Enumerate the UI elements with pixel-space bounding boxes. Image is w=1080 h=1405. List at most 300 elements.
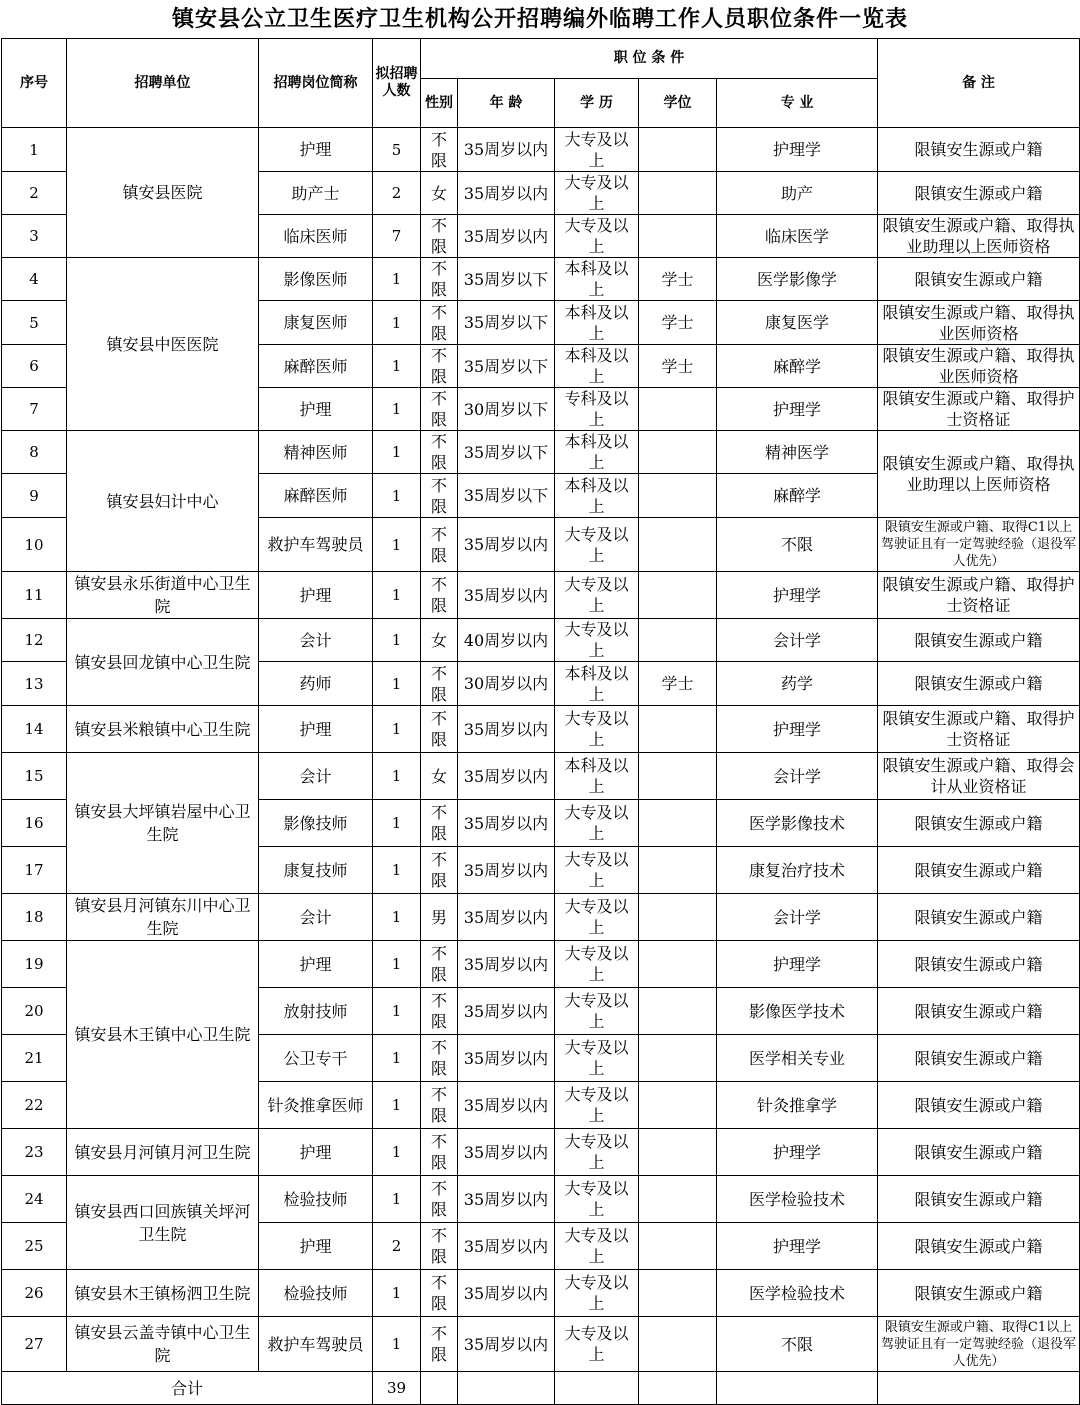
row-gender bbox=[421, 1082, 458, 1129]
row-education-text: 本科及以上 bbox=[564, 663, 629, 704]
row-seq: 20 bbox=[2, 988, 67, 1035]
row-gender bbox=[421, 941, 458, 988]
row-age: 35周岁以下 bbox=[458, 301, 555, 345]
row-remark: 限镇安生源或户籍 bbox=[878, 1082, 1080, 1129]
row-major: 麻醉学 bbox=[717, 474, 878, 518]
row-seq: 5 bbox=[2, 301, 67, 345]
row-seq: 16 bbox=[2, 800, 67, 847]
row-post: 检验技师 bbox=[259, 1176, 373, 1223]
row-degree bbox=[639, 619, 717, 662]
header-seq: 序号 bbox=[2, 39, 67, 128]
row-post: 影像医师 bbox=[259, 258, 373, 301]
row-remark: 限镇安生源或户籍 bbox=[878, 1223, 1080, 1270]
row-post: 护理 bbox=[259, 941, 373, 988]
row-seq: 15 bbox=[2, 753, 67, 800]
header-unit: 招聘单位 bbox=[67, 39, 259, 128]
row-age: 35周岁以内 bbox=[458, 1176, 555, 1223]
row-count: 1 bbox=[373, 1035, 421, 1082]
row-count: 1 bbox=[373, 572, 421, 619]
row-count: 1 bbox=[373, 388, 421, 431]
row-gender bbox=[421, 345, 458, 388]
row-age: 35周岁以内 bbox=[458, 941, 555, 988]
row-seq: 27 bbox=[2, 1317, 67, 1372]
row-education-text: 大专及以上 bbox=[564, 620, 629, 660]
table-row bbox=[2, 258, 1080, 301]
table-row bbox=[2, 1129, 1080, 1176]
row-gender-text: 不限 bbox=[430, 524, 447, 565]
unit-name: 镇安县西口回族镇关坪河卫生院 bbox=[67, 1176, 259, 1270]
row-count: 1 bbox=[373, 301, 421, 345]
row-education bbox=[555, 1035, 639, 1082]
row-gender bbox=[421, 172, 458, 215]
row-degree bbox=[639, 1082, 717, 1129]
row-post: 救护车驾驶员 bbox=[259, 1317, 373, 1372]
row-gender-text: 不限 bbox=[430, 129, 447, 170]
row-count: 1 bbox=[373, 847, 421, 894]
row-major: 护理学 bbox=[717, 706, 878, 753]
row-education-text: 大专及以上 bbox=[564, 991, 629, 1031]
row-gender-text: 不限 bbox=[430, 850, 447, 890]
row-post: 检验技师 bbox=[259, 1270, 373, 1317]
row-education bbox=[555, 847, 639, 894]
row-age: 30周岁以内 bbox=[458, 662, 555, 706]
row-gender bbox=[421, 1223, 458, 1270]
header-major: 专 业 bbox=[717, 79, 878, 128]
row-gender-text: 不限 bbox=[430, 663, 447, 704]
row-gender-text: 不限 bbox=[430, 1038, 447, 1078]
row-degree bbox=[639, 215, 717, 258]
row-major: 康复治疗技术 bbox=[717, 847, 878, 894]
row-education bbox=[555, 706, 639, 753]
row-seq: 25 bbox=[2, 1223, 67, 1270]
row-degree: 学士 bbox=[639, 662, 717, 706]
row-count: 1 bbox=[373, 258, 421, 301]
table-row bbox=[2, 941, 1080, 988]
row-remark: 限镇安生源或户籍、取得会计从业资格证 bbox=[878, 753, 1080, 800]
row-education-text: 本科及以上 bbox=[564, 475, 629, 516]
row-remark: 限镇安生源或户籍 bbox=[878, 847, 1080, 894]
row-major: 麻醉学 bbox=[717, 345, 878, 388]
row-education bbox=[555, 345, 639, 388]
row-degree bbox=[639, 894, 717, 941]
row-gender bbox=[421, 258, 458, 301]
row-gender bbox=[421, 572, 458, 619]
row-major: 护理学 bbox=[717, 388, 878, 431]
total-empty bbox=[878, 1372, 1080, 1405]
row-remark: 限镇安生源或户籍 bbox=[878, 619, 1080, 662]
row-degree bbox=[639, 1176, 717, 1223]
row-gender bbox=[421, 301, 458, 345]
row-education-text: 本科及以上 bbox=[564, 346, 629, 386]
row-major: 针灸推拿学 bbox=[717, 1082, 878, 1129]
header-age: 年 龄 bbox=[458, 79, 555, 128]
row-gender-text: 不限 bbox=[430, 1226, 447, 1266]
row-education-text: 大专及以上 bbox=[564, 575, 629, 615]
row-age: 35周岁以内 bbox=[458, 128, 555, 172]
row-gender-text: 女 bbox=[430, 766, 447, 786]
row-remark: 限镇安生源或户籍、取得护士资格证 bbox=[878, 572, 1080, 619]
row-count: 1 bbox=[373, 988, 421, 1035]
total-label: 合计 bbox=[2, 1372, 373, 1405]
row-education bbox=[555, 1129, 639, 1176]
header-remark: 备 注 bbox=[878, 39, 1080, 128]
row-major: 会计学 bbox=[717, 753, 878, 800]
row-education bbox=[555, 800, 639, 847]
row-seq: 19 bbox=[2, 941, 67, 988]
row-count: 1 bbox=[373, 1317, 421, 1372]
table-row bbox=[2, 894, 1080, 941]
row-education bbox=[555, 172, 639, 215]
row-remark: 限镇安生源或户籍、取得执业医师资格 bbox=[878, 345, 1080, 388]
row-post: 药师 bbox=[259, 662, 373, 706]
row-age: 35周岁以内 bbox=[458, 1082, 555, 1129]
row-degree bbox=[639, 988, 717, 1035]
row-post: 护理 bbox=[259, 128, 373, 172]
row-education bbox=[555, 941, 639, 988]
row-remark: 限镇安生源或户籍 bbox=[878, 1129, 1080, 1176]
row-major: 医学检验技术 bbox=[717, 1270, 878, 1317]
row-gender bbox=[421, 1176, 458, 1223]
row-gender bbox=[421, 988, 458, 1035]
row-education bbox=[555, 572, 639, 619]
row-major: 药学 bbox=[717, 662, 878, 706]
row-remark: 限镇安生源或户籍 bbox=[878, 258, 1080, 301]
row-gender bbox=[421, 1035, 458, 1082]
row-degree: 学士 bbox=[639, 301, 717, 345]
table-row bbox=[2, 1176, 1080, 1223]
row-age: 35周岁以内 bbox=[458, 1035, 555, 1082]
row-remark: 限镇安生源或户籍 bbox=[878, 1035, 1080, 1082]
row-seq: 10 bbox=[2, 518, 67, 572]
row-remark: 限镇安生源或户籍、取得护士资格证 bbox=[878, 706, 1080, 753]
row-gender bbox=[421, 215, 458, 258]
row-age: 35周岁以内 bbox=[458, 706, 555, 753]
row-degree bbox=[639, 388, 717, 431]
row-remark: 限镇安生源或户籍 bbox=[878, 988, 1080, 1035]
row-age: 35周岁以内 bbox=[458, 800, 555, 847]
table-row bbox=[2, 753, 1080, 800]
row-age: 30周岁以下 bbox=[458, 388, 555, 431]
row-degree bbox=[639, 753, 717, 800]
row-gender bbox=[421, 706, 458, 753]
row-seq: 18 bbox=[2, 894, 67, 941]
row-age: 35周岁以内 bbox=[458, 518, 555, 572]
row-seq: 8 bbox=[2, 431, 67, 474]
row-count: 1 bbox=[373, 431, 421, 474]
row-education-text: 大专及以上 bbox=[564, 216, 629, 256]
row-degree bbox=[639, 941, 717, 988]
row-count: 1 bbox=[373, 1270, 421, 1317]
unit-name: 镇安县大坪镇岩屋中心卫生院 bbox=[67, 753, 259, 894]
row-education bbox=[555, 431, 639, 474]
row-age: 35周岁以内 bbox=[458, 1129, 555, 1176]
row-major: 助产 bbox=[717, 172, 878, 215]
row-seq: 4 bbox=[2, 258, 67, 301]
row-remark: 限镇安生源或户籍 bbox=[878, 941, 1080, 988]
row-gender-text: 女 bbox=[430, 630, 447, 650]
row-degree bbox=[639, 128, 717, 172]
row-major: 不限 bbox=[717, 1317, 878, 1372]
row-seq: 9 bbox=[2, 474, 67, 518]
row-age: 35周岁以下 bbox=[458, 345, 555, 388]
row-degree bbox=[639, 572, 717, 619]
row-education-text: 本科及以上 bbox=[564, 756, 629, 796]
row-gender bbox=[421, 753, 458, 800]
header-degree: 学位 bbox=[639, 79, 717, 128]
row-degree bbox=[639, 1035, 717, 1082]
row-count: 2 bbox=[373, 172, 421, 215]
row-age: 35周岁以内 bbox=[458, 572, 555, 619]
row-education-text: 大专及以上 bbox=[564, 1273, 629, 1313]
row-post: 会计 bbox=[259, 619, 373, 662]
row-gender bbox=[421, 800, 458, 847]
row-post: 康复医师 bbox=[259, 301, 373, 345]
row-major: 会计学 bbox=[717, 894, 878, 941]
row-degree bbox=[639, 431, 717, 474]
row-gender bbox=[421, 1129, 458, 1176]
table-row bbox=[2, 619, 1080, 662]
row-gender-text: 不限 bbox=[430, 1179, 447, 1219]
row-education-text: 大专及以上 bbox=[564, 524, 629, 565]
row-education-text: 大专及以上 bbox=[564, 1226, 629, 1266]
unit-name: 镇安县回龙镇中心卫生院 bbox=[67, 619, 259, 706]
total-empty bbox=[555, 1372, 639, 1405]
row-degree bbox=[639, 474, 717, 518]
row-gender-text: 女 bbox=[430, 183, 447, 203]
row-education bbox=[555, 258, 639, 301]
row-seq: 23 bbox=[2, 1129, 67, 1176]
row-remark: 限镇安生源或户籍 bbox=[878, 662, 1080, 706]
row-gender bbox=[421, 474, 458, 518]
row-seq: 12 bbox=[2, 619, 67, 662]
row-post: 护理 bbox=[259, 1129, 373, 1176]
row-age: 35周岁以内 bbox=[458, 172, 555, 215]
row-gender-text: 男 bbox=[430, 907, 447, 927]
row-count: 1 bbox=[373, 662, 421, 706]
row-education bbox=[555, 988, 639, 1035]
total-count: 39 bbox=[373, 1372, 421, 1405]
row-post: 放射技师 bbox=[259, 988, 373, 1035]
table-row bbox=[2, 128, 1080, 172]
row-degree bbox=[639, 1270, 717, 1317]
row-major: 护理学 bbox=[717, 941, 878, 988]
row-major: 护理学 bbox=[717, 572, 878, 619]
row-post: 护理 bbox=[259, 388, 373, 431]
row-degree bbox=[639, 1317, 717, 1372]
row-education-text: 大专及以上 bbox=[564, 709, 629, 749]
row-degree bbox=[639, 847, 717, 894]
row-education-text: 大专及以上 bbox=[564, 1132, 629, 1172]
row-gender-text: 不限 bbox=[430, 1132, 447, 1172]
row-seq: 13 bbox=[2, 662, 67, 706]
row-count: 1 bbox=[373, 1082, 421, 1129]
row-count: 1 bbox=[373, 619, 421, 662]
header-conditions: 职 位 条 件 bbox=[421, 39, 878, 79]
row-post: 救护车驾驶员 bbox=[259, 518, 373, 572]
page-title: 镇安县公立卫生医疗卫生机构公开招聘编外临聘工作人员职位条件一览表 bbox=[171, 7, 908, 32]
row-gender bbox=[421, 431, 458, 474]
table-row bbox=[2, 431, 1080, 474]
row-count: 1 bbox=[373, 518, 421, 572]
row-age: 35周岁以内 bbox=[458, 1223, 555, 1270]
row-seq: 2 bbox=[2, 172, 67, 215]
row-post: 护理 bbox=[259, 572, 373, 619]
row-degree bbox=[639, 518, 717, 572]
row-education-text: 本科及以上 bbox=[564, 432, 629, 472]
row-gender bbox=[421, 1270, 458, 1317]
table-row bbox=[2, 1270, 1080, 1317]
row-seq: 1 bbox=[2, 128, 67, 172]
row-major: 医学检验技术 bbox=[717, 1176, 878, 1223]
row-remark: 限镇安生源或户籍 bbox=[878, 800, 1080, 847]
unit-name: 镇安县月河镇月河卫生院 bbox=[67, 1129, 259, 1176]
row-seq: 26 bbox=[2, 1270, 67, 1317]
unit-name: 镇安县中医医院 bbox=[67, 258, 259, 431]
row-seq: 6 bbox=[2, 345, 67, 388]
row-education-text: 大专及以上 bbox=[564, 897, 629, 937]
row-education-text: 大专及以上 bbox=[564, 1179, 629, 1219]
row-major: 临床医学 bbox=[717, 215, 878, 258]
total-empty bbox=[639, 1372, 717, 1405]
row-gender bbox=[421, 662, 458, 706]
row-post: 助产士 bbox=[259, 172, 373, 215]
row-remark: 限镇安生源或户籍、取得C1以上驾驶证且有一定驾驶经验（退役军人优先） bbox=[878, 518, 1080, 572]
row-count: 1 bbox=[373, 1129, 421, 1176]
row-education bbox=[555, 215, 639, 258]
row-count: 5 bbox=[373, 128, 421, 172]
row-major: 护理学 bbox=[717, 128, 878, 172]
row-education bbox=[555, 301, 639, 345]
row-count: 1 bbox=[373, 474, 421, 518]
row-education bbox=[555, 1223, 639, 1270]
row-remark: 限镇安生源或户籍 bbox=[878, 894, 1080, 941]
row-major: 护理学 bbox=[717, 1223, 878, 1270]
row-education-text: 本科及以上 bbox=[564, 302, 629, 343]
recruitment-table bbox=[1, 38, 1080, 1405]
row-age: 40周岁以内 bbox=[458, 619, 555, 662]
row-education-text: 大专及以上 bbox=[564, 1324, 629, 1364]
row-gender bbox=[421, 1317, 458, 1372]
row-post: 精神医师 bbox=[259, 431, 373, 474]
row-post: 康复技师 bbox=[259, 847, 373, 894]
unit-name: 镇安县月河镇东川中心卫生院 bbox=[67, 894, 259, 941]
row-gender-text: 不限 bbox=[430, 346, 447, 386]
table-row bbox=[2, 706, 1080, 753]
row-post: 麻醉医师 bbox=[259, 345, 373, 388]
row-education bbox=[555, 388, 639, 431]
row-seq: 17 bbox=[2, 847, 67, 894]
row-remark: 限镇安生源或户籍、取得护士资格证 bbox=[878, 388, 1080, 431]
row-gender-text: 不限 bbox=[430, 389, 447, 429]
row-gender bbox=[421, 619, 458, 662]
row-degree bbox=[639, 1129, 717, 1176]
header-education: 学 历 bbox=[555, 79, 639, 128]
row-seq: 22 bbox=[2, 1082, 67, 1129]
row-count: 1 bbox=[373, 706, 421, 753]
row-gender-text: 不限 bbox=[430, 1085, 447, 1125]
row-post: 影像技师 bbox=[259, 800, 373, 847]
row-education bbox=[555, 128, 639, 172]
row-education bbox=[555, 753, 639, 800]
row-remark: 限镇安生源或户籍 bbox=[878, 128, 1080, 172]
row-education bbox=[555, 1270, 639, 1317]
row-education-text: 大专及以上 bbox=[564, 173, 629, 213]
row-gender-text: 不限 bbox=[430, 432, 447, 472]
row-post: 会计 bbox=[259, 894, 373, 941]
row-gender bbox=[421, 518, 458, 572]
table-row bbox=[2, 1317, 1080, 1372]
row-count: 1 bbox=[373, 345, 421, 388]
row-gender-text: 不限 bbox=[430, 944, 447, 984]
row-gender-text: 不限 bbox=[430, 302, 447, 343]
row-gender bbox=[421, 128, 458, 172]
row-gender-text: 不限 bbox=[430, 259, 447, 299]
row-count: 1 bbox=[373, 753, 421, 800]
row-major: 医学影像学 bbox=[717, 258, 878, 301]
row-age: 35周岁以内 bbox=[458, 894, 555, 941]
row-degree bbox=[639, 706, 717, 753]
row-major: 医学影像技术 bbox=[717, 800, 878, 847]
row-age: 35周岁以内 bbox=[458, 1317, 555, 1372]
row-age: 35周岁以内 bbox=[458, 1270, 555, 1317]
row-gender bbox=[421, 894, 458, 941]
row-remark: 限镇安生源或户籍、取得执业助理以上医师资格 bbox=[878, 215, 1080, 258]
total-empty bbox=[421, 1372, 458, 1405]
row-education-text: 大专及以上 bbox=[564, 850, 629, 890]
row-gender bbox=[421, 847, 458, 894]
row-gender-text: 不限 bbox=[430, 803, 447, 843]
row-remark: 限镇安生源或户籍 bbox=[878, 1176, 1080, 1223]
row-gender-text: 不限 bbox=[430, 1273, 447, 1313]
row-count: 2 bbox=[373, 1223, 421, 1270]
row-post: 临床医师 bbox=[259, 215, 373, 258]
row-major: 精神医学 bbox=[717, 431, 878, 474]
header-post: 招聘岗位简称 bbox=[259, 39, 373, 128]
row-post: 护理 bbox=[259, 1223, 373, 1270]
row-post: 公卫专干 bbox=[259, 1035, 373, 1082]
row-major: 护理学 bbox=[717, 1129, 878, 1176]
row-education-text: 本科及以上 bbox=[564, 259, 629, 299]
row-education-text: 大专及以上 bbox=[564, 944, 629, 984]
total-empty bbox=[717, 1372, 878, 1405]
row-age: 35周岁以内 bbox=[458, 988, 555, 1035]
row-education bbox=[555, 1317, 639, 1372]
row-major: 会计学 bbox=[717, 619, 878, 662]
row-gender bbox=[421, 388, 458, 431]
row-age: 35周岁以内 bbox=[458, 215, 555, 258]
row-degree: 学士 bbox=[639, 345, 717, 388]
row-count: 7 bbox=[373, 215, 421, 258]
row-seq: 24 bbox=[2, 1176, 67, 1223]
unit-name: 镇安县米粮镇中心卫生院 bbox=[67, 706, 259, 753]
total-empty bbox=[458, 1372, 555, 1405]
row-major: 医学相关专业 bbox=[717, 1035, 878, 1082]
row-post: 会计 bbox=[259, 753, 373, 800]
table-body bbox=[2, 128, 1080, 1372]
header-row bbox=[2, 39, 1080, 79]
row-post: 护理 bbox=[259, 706, 373, 753]
row-degree: 学士 bbox=[639, 258, 717, 301]
row-remark: 限镇安生源或户籍、取得执业助理以上医师资格 bbox=[878, 431, 1080, 518]
row-age: 35周岁以下 bbox=[458, 258, 555, 301]
row-education bbox=[555, 1176, 639, 1223]
row-education bbox=[555, 662, 639, 706]
row-remark: 限镇安生源或户籍 bbox=[878, 1270, 1080, 1317]
row-remark: 限镇安生源或户籍 bbox=[878, 172, 1080, 215]
row-education-text: 专科及以上 bbox=[564, 389, 629, 429]
row-education bbox=[555, 474, 639, 518]
row-count: 1 bbox=[373, 1176, 421, 1223]
